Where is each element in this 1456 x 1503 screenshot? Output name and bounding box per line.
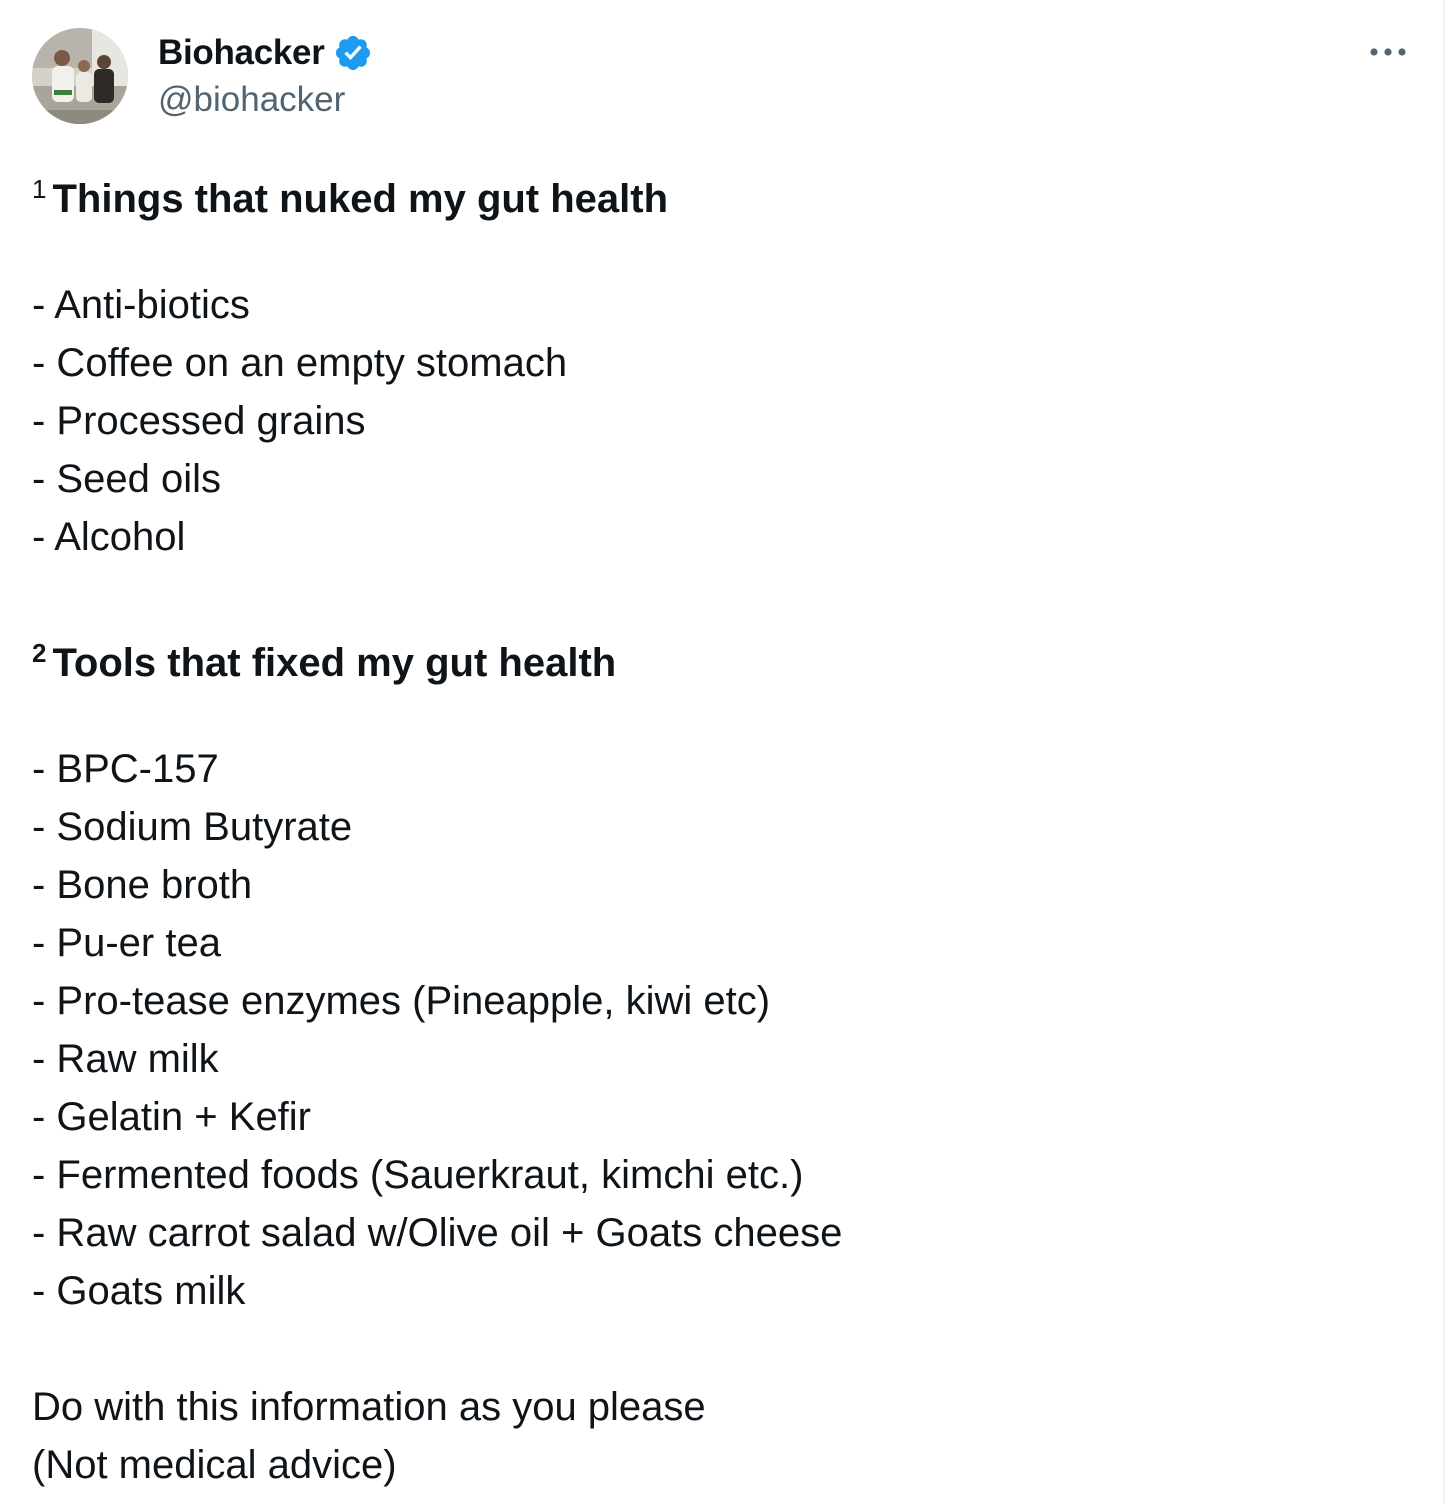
closing-line: (Not medical advice) [32, 1443, 397, 1487]
section-2-heading [32, 624, 1412, 685]
section-2-number: 2 [32, 638, 47, 668]
list-item: - Anti-biotics [32, 283, 250, 327]
handle[interactable]: @biohacker [158, 80, 346, 119]
list-item: - Sodium Butyrate [32, 805, 353, 849]
list-item: - Raw carrot salad w/Olive oil + Goats cheese [32, 1211, 843, 1255]
tweet-text [32, 160, 1412, 1494]
display-name[interactable]: Biohacker [158, 33, 325, 72]
section-1-title: Things that nuked my gut health [52, 177, 669, 221]
list-item: - Gelatin + Kefir [32, 1095, 312, 1139]
tweet-header [32, 28, 1412, 126]
list-item: - Processed grains [32, 399, 366, 443]
section-1-number: 1 [32, 174, 47, 204]
list-item: - BPC-157 [32, 747, 219, 791]
spacer [32, 1320, 1412, 1378]
list-item: - Pu-er tea [32, 921, 221, 965]
verified-badge-icon[interactable] [333, 33, 373, 73]
spacer [32, 218, 1412, 276]
tweet [32, 28, 1412, 1487]
author-names [158, 30, 373, 120]
display-name-row [158, 30, 373, 76]
spacer [32, 566, 1412, 624]
list-item: - Fermented foods (Sauerkraut, kimchi etc.) [32, 1153, 804, 1197]
list-item: - Goats milk [32, 1269, 246, 1313]
avatar-photo [32, 28, 128, 124]
list-item: - Alcohol [32, 515, 186, 559]
list-item: - Bone broth [32, 863, 253, 907]
list-item: - Seed oils [32, 457, 221, 501]
more-options-icon[interactable] [1364, 38, 1412, 66]
column-border [1443, 0, 1445, 1503]
list-item: - Coffee on an empty stomach [32, 341, 568, 385]
section-1-heading [32, 160, 1412, 221]
section-2-title: Tools that fixed my gut health [52, 641, 617, 685]
list-item: - Pro-tease enzymes (Pineapple, kiwi etc) [32, 979, 771, 1023]
spacer [32, 682, 1412, 740]
closing-line: Do with this information as you please [32, 1385, 706, 1429]
avatar[interactable] [32, 28, 128, 124]
list-item: - Raw milk [32, 1037, 219, 1081]
